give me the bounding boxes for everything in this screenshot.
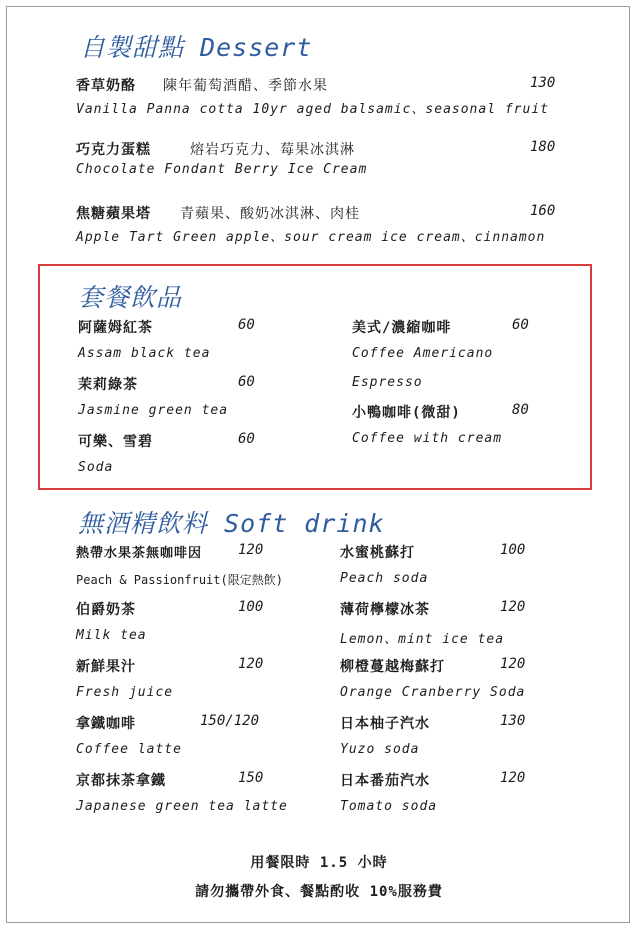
soft-drink-en: Coffee latte — [76, 742, 182, 757]
set-drink-name: 茉莉綠茶 — [78, 377, 138, 393]
set-drink-en: Coffee Americano — [352, 346, 494, 361]
set-drink-name: 阿薩姆紅茶 — [78, 320, 153, 336]
dessert-item-desc: 陳年葡萄酒醋、季節水果 — [163, 78, 328, 94]
set-drink-en: Espresso — [352, 375, 423, 390]
set-drink-en: Coffee with cream — [352, 431, 503, 446]
dessert-item-en: Chocolate Fondant Berry Ice Cream — [76, 162, 368, 177]
dessert-item-desc: 熔岩巧克力、莓果冰淇淋 — [190, 142, 355, 158]
set-drink-price: 80 — [512, 402, 529, 418]
set-drink-price: 60 — [238, 374, 255, 390]
soft-drink-en: Peach soda — [340, 571, 429, 586]
set-drinks-heading: 套餐飲品 — [78, 283, 183, 312]
set-drink-en: Jasmine green tea — [78, 403, 229, 418]
dessert-item-desc: 青蘋果、酸奶冰淇淋、肉桂 — [180, 206, 360, 222]
soft-drink-price: 120 — [500, 599, 526, 615]
soft-drink-en: Japanese green tea latte — [76, 799, 288, 814]
set-drink-name: 小鴨咖啡(微甜) — [352, 405, 461, 421]
soft-drink-price: 120 — [500, 770, 526, 786]
soft-drink-price: 120 — [238, 656, 264, 672]
soft-drink-name: 新鮮果汁 — [76, 659, 136, 675]
dessert-item-price: 180 — [530, 139, 556, 155]
soft-drink-name: 伯爵奶茶 — [76, 602, 136, 618]
set-drink-price: 60 — [238, 431, 255, 447]
soft-drink-name: 日本番茄汽水 — [340, 773, 430, 789]
dessert-item-en: Apple Tart Green apple、sour cream ice cream、cinnamon — [76, 230, 546, 245]
soft-drink-price: 120 — [238, 542, 264, 558]
soft-drink-name: 日本柚子汽水 — [340, 716, 430, 732]
set-drink-price: 60 — [238, 317, 255, 333]
set-drink-name: 美式/濃縮咖啡 — [352, 320, 452, 336]
dessert-item-name: 香草奶酪 — [76, 78, 136, 94]
footer-service-charge: 請勿攜帶外食、餐點酌收 10%服務費 — [195, 884, 443, 900]
soft-drink-name: 柳橙蔓越梅蘇打 — [340, 659, 445, 675]
soft-drink-name: 水蜜桃蘇打 — [340, 545, 415, 561]
soft-drink-en: Fresh juice — [76, 685, 174, 700]
set-drink-en: Assam black tea — [78, 346, 211, 361]
soft-drink-heading: 無酒精飲料 Soft drink — [78, 509, 385, 538]
set-drink-name: 可樂、雪碧 — [78, 434, 153, 450]
soft-drink-price: 100 — [238, 599, 264, 615]
soft-drink-name: 京都抹茶拿鐵 — [76, 773, 166, 789]
soft-drink-price: 150/120 — [200, 713, 260, 729]
set-drink-en: Soda — [78, 460, 114, 475]
soft-drink-en: Yuzo soda — [340, 742, 420, 757]
dessert-heading: 自製甜點 Dessert — [80, 33, 313, 62]
dessert-item-name: 巧克力蛋糕 — [76, 142, 151, 158]
soft-drink-name: 拿鐵咖啡 — [76, 716, 136, 732]
soft-drink-name: 熱帶水果茶無咖啡因 — [76, 546, 203, 561]
soft-drink-price: 130 — [500, 713, 526, 729]
set-drink-price: 60 — [512, 317, 529, 333]
dessert-item-price: 130 — [530, 75, 556, 91]
dessert-item-en: Vanilla Panna cotta 10yr aged balsamic、seasonal fruit — [76, 102, 549, 117]
soft-drink-price: 150 — [238, 770, 264, 786]
dessert-item-name: 焦糖蘋果塔 — [76, 206, 151, 222]
soft-drink-name: 薄荷檸檬冰茶 — [340, 602, 430, 618]
footer-time-limit: 用餐限時 1.5 小時 — [250, 855, 388, 871]
soft-drink-price: 100 — [500, 542, 526, 558]
soft-drink-en: Tomato soda — [340, 799, 438, 814]
soft-drink-en: Lemon、mint ice tea — [340, 632, 505, 647]
soft-drink-en: Orange Cranberry Soda — [340, 685, 526, 700]
soft-drink-en: Peach & Passionfruit(限定熱飲) — [76, 573, 283, 587]
dessert-item-price: 160 — [530, 203, 556, 219]
soft-drink-en: Milk tea — [76, 628, 147, 643]
soft-drink-price: 120 — [500, 656, 526, 672]
